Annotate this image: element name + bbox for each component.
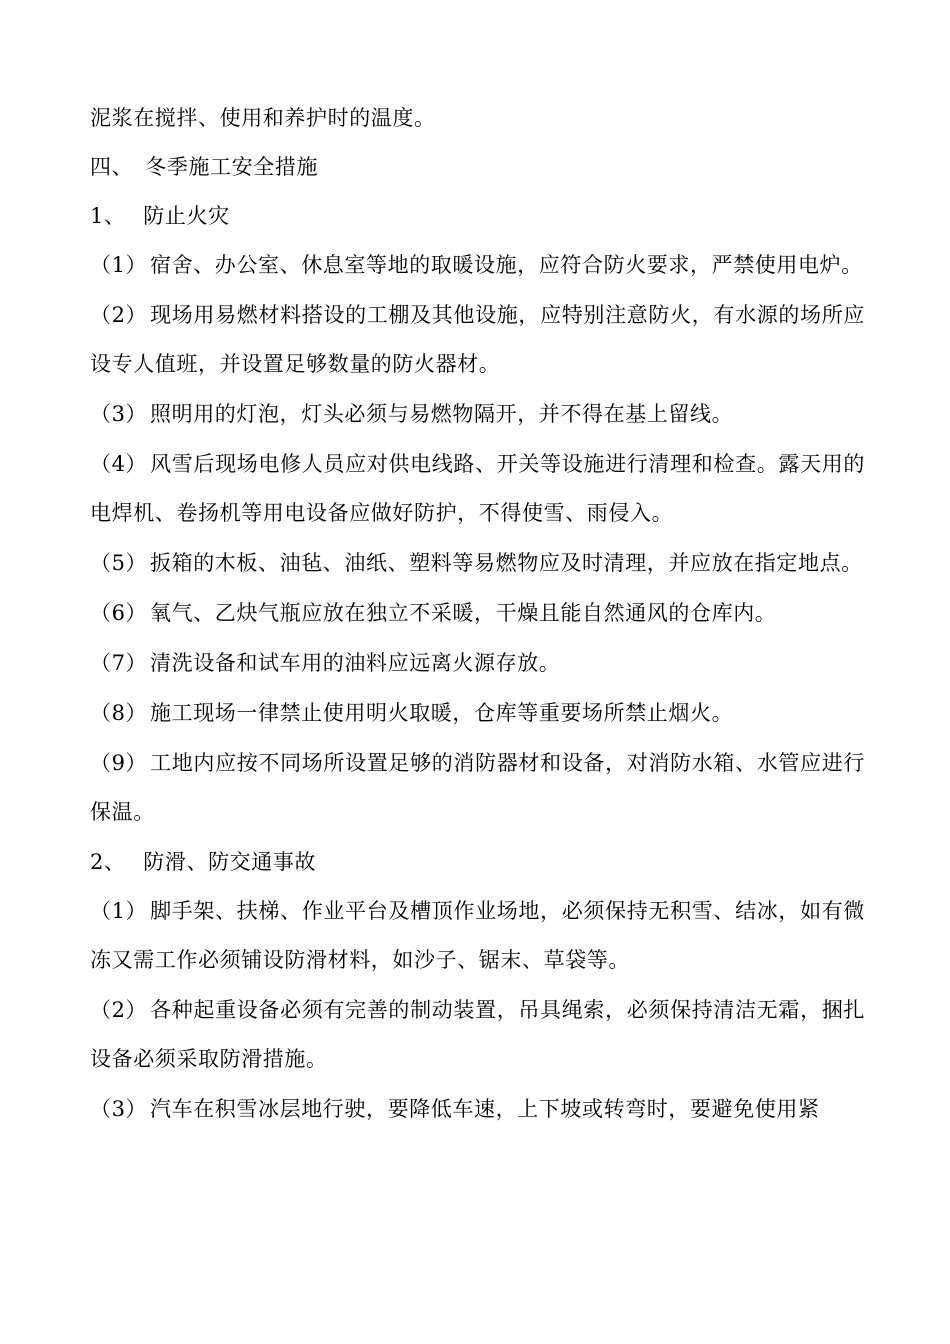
item-text: 施工现场一律禁止使用明火取暖，仓库等重要场所禁止烟火。	[150, 701, 734, 725]
item-number: （9）	[90, 751, 148, 775]
item-text: 氧气、乙炔气瓶应放在独立不采暖，干燥且能自然通风的仓库内。	[150, 601, 777, 625]
item-text: 宿舍、办公室、休息室等地的取暖设施，应符合防火要求，严禁使用电炉。	[150, 253, 863, 277]
line-text: 泥浆在搅拌、使用和养护时的温度。	[90, 106, 436, 130]
list-item-fire-3	[90, 390, 865, 439]
item-text: 汽车在积雪冰层地行驶，要降低车速，上下坡或转弯时，要避免使用紧	[150, 1097, 820, 1121]
item-number: （7）	[90, 651, 148, 675]
list-item-slip-2	[90, 986, 865, 1084]
item-number: （3）	[90, 1097, 148, 1121]
list-item-fire-4	[90, 440, 865, 538]
list-item-slip-3	[90, 1085, 865, 1134]
list-item-fire-5	[90, 539, 865, 588]
item-text: 脚手架、扶梯、作业平台及槽顶作业场地，必须保持无积雪、结冰，如有微冻又需工作必须铺设防滑材料，如沙子、锯末、草袋等。	[90, 899, 865, 972]
item-number: （6）	[90, 601, 148, 625]
section-heading-four	[90, 155, 865, 179]
item-number: （5）	[90, 551, 148, 575]
item-text: 风雪后现场电修人员应对供电线路、开关等设施进行清理和检查。露天用的电焊机、卷扬机等用电设备应做好防护，不得使雪、雨侵入。	[90, 452, 865, 525]
item-number: （2）	[90, 998, 148, 1022]
text-line-continuation	[90, 106, 865, 130]
list-item-fire-7	[90, 639, 865, 688]
subsection-number: 2、	[90, 850, 126, 874]
list-item-fire-9	[90, 739, 865, 837]
item-text: 清洗设备和试车用的油料应远离火源存放。	[150, 651, 561, 675]
subsection-heading-2	[90, 850, 865, 874]
document-page	[90, 106, 865, 1147]
item-number: （1）	[90, 899, 148, 923]
item-text: 现场用易燃材料搭设的工棚及其他设施，应特别注意防火，有水源的场所应设专人值班，并设置足够数量的防火器材。	[90, 303, 865, 376]
subsection-heading-1	[90, 204, 865, 228]
item-text: 扳箱的木板、油毡、油纸、塑料等易燃物应及时清理，并应放在指定地点。	[150, 551, 863, 575]
subsection-title: 防滑、防交通事故	[143, 850, 317, 874]
item-number: （1）	[90, 253, 148, 277]
item-text: 工地内应按不同场所设置足够的消防器材和设备，对消防水箱、水管应进行保温。	[90, 751, 865, 824]
item-text: 各种起重设备必须有完善的制动装置，吊具绳索，必须保持清洁无霜，捆扎设备必须采取防滑措施。	[90, 998, 865, 1071]
section-number: 四、	[90, 155, 134, 179]
item-number: （3）	[90, 402, 148, 426]
list-item-fire-1	[90, 241, 865, 290]
item-number: （8）	[90, 701, 148, 725]
subsection-number: 1、	[90, 204, 126, 228]
list-item-fire-8	[90, 689, 865, 738]
list-item-slip-1	[90, 887, 865, 985]
item-number: （2）	[90, 303, 148, 327]
list-item-fire-2	[90, 291, 865, 389]
section-title: 冬季施工安全措施	[145, 155, 319, 179]
item-number: （4）	[90, 452, 148, 476]
item-text: 照明用的灯泡，灯头必须与易燃物隔开，并不得在基上留线。	[150, 402, 734, 426]
subsection-title: 防止火灾	[143, 204, 230, 228]
list-item-fire-6	[90, 589, 865, 638]
